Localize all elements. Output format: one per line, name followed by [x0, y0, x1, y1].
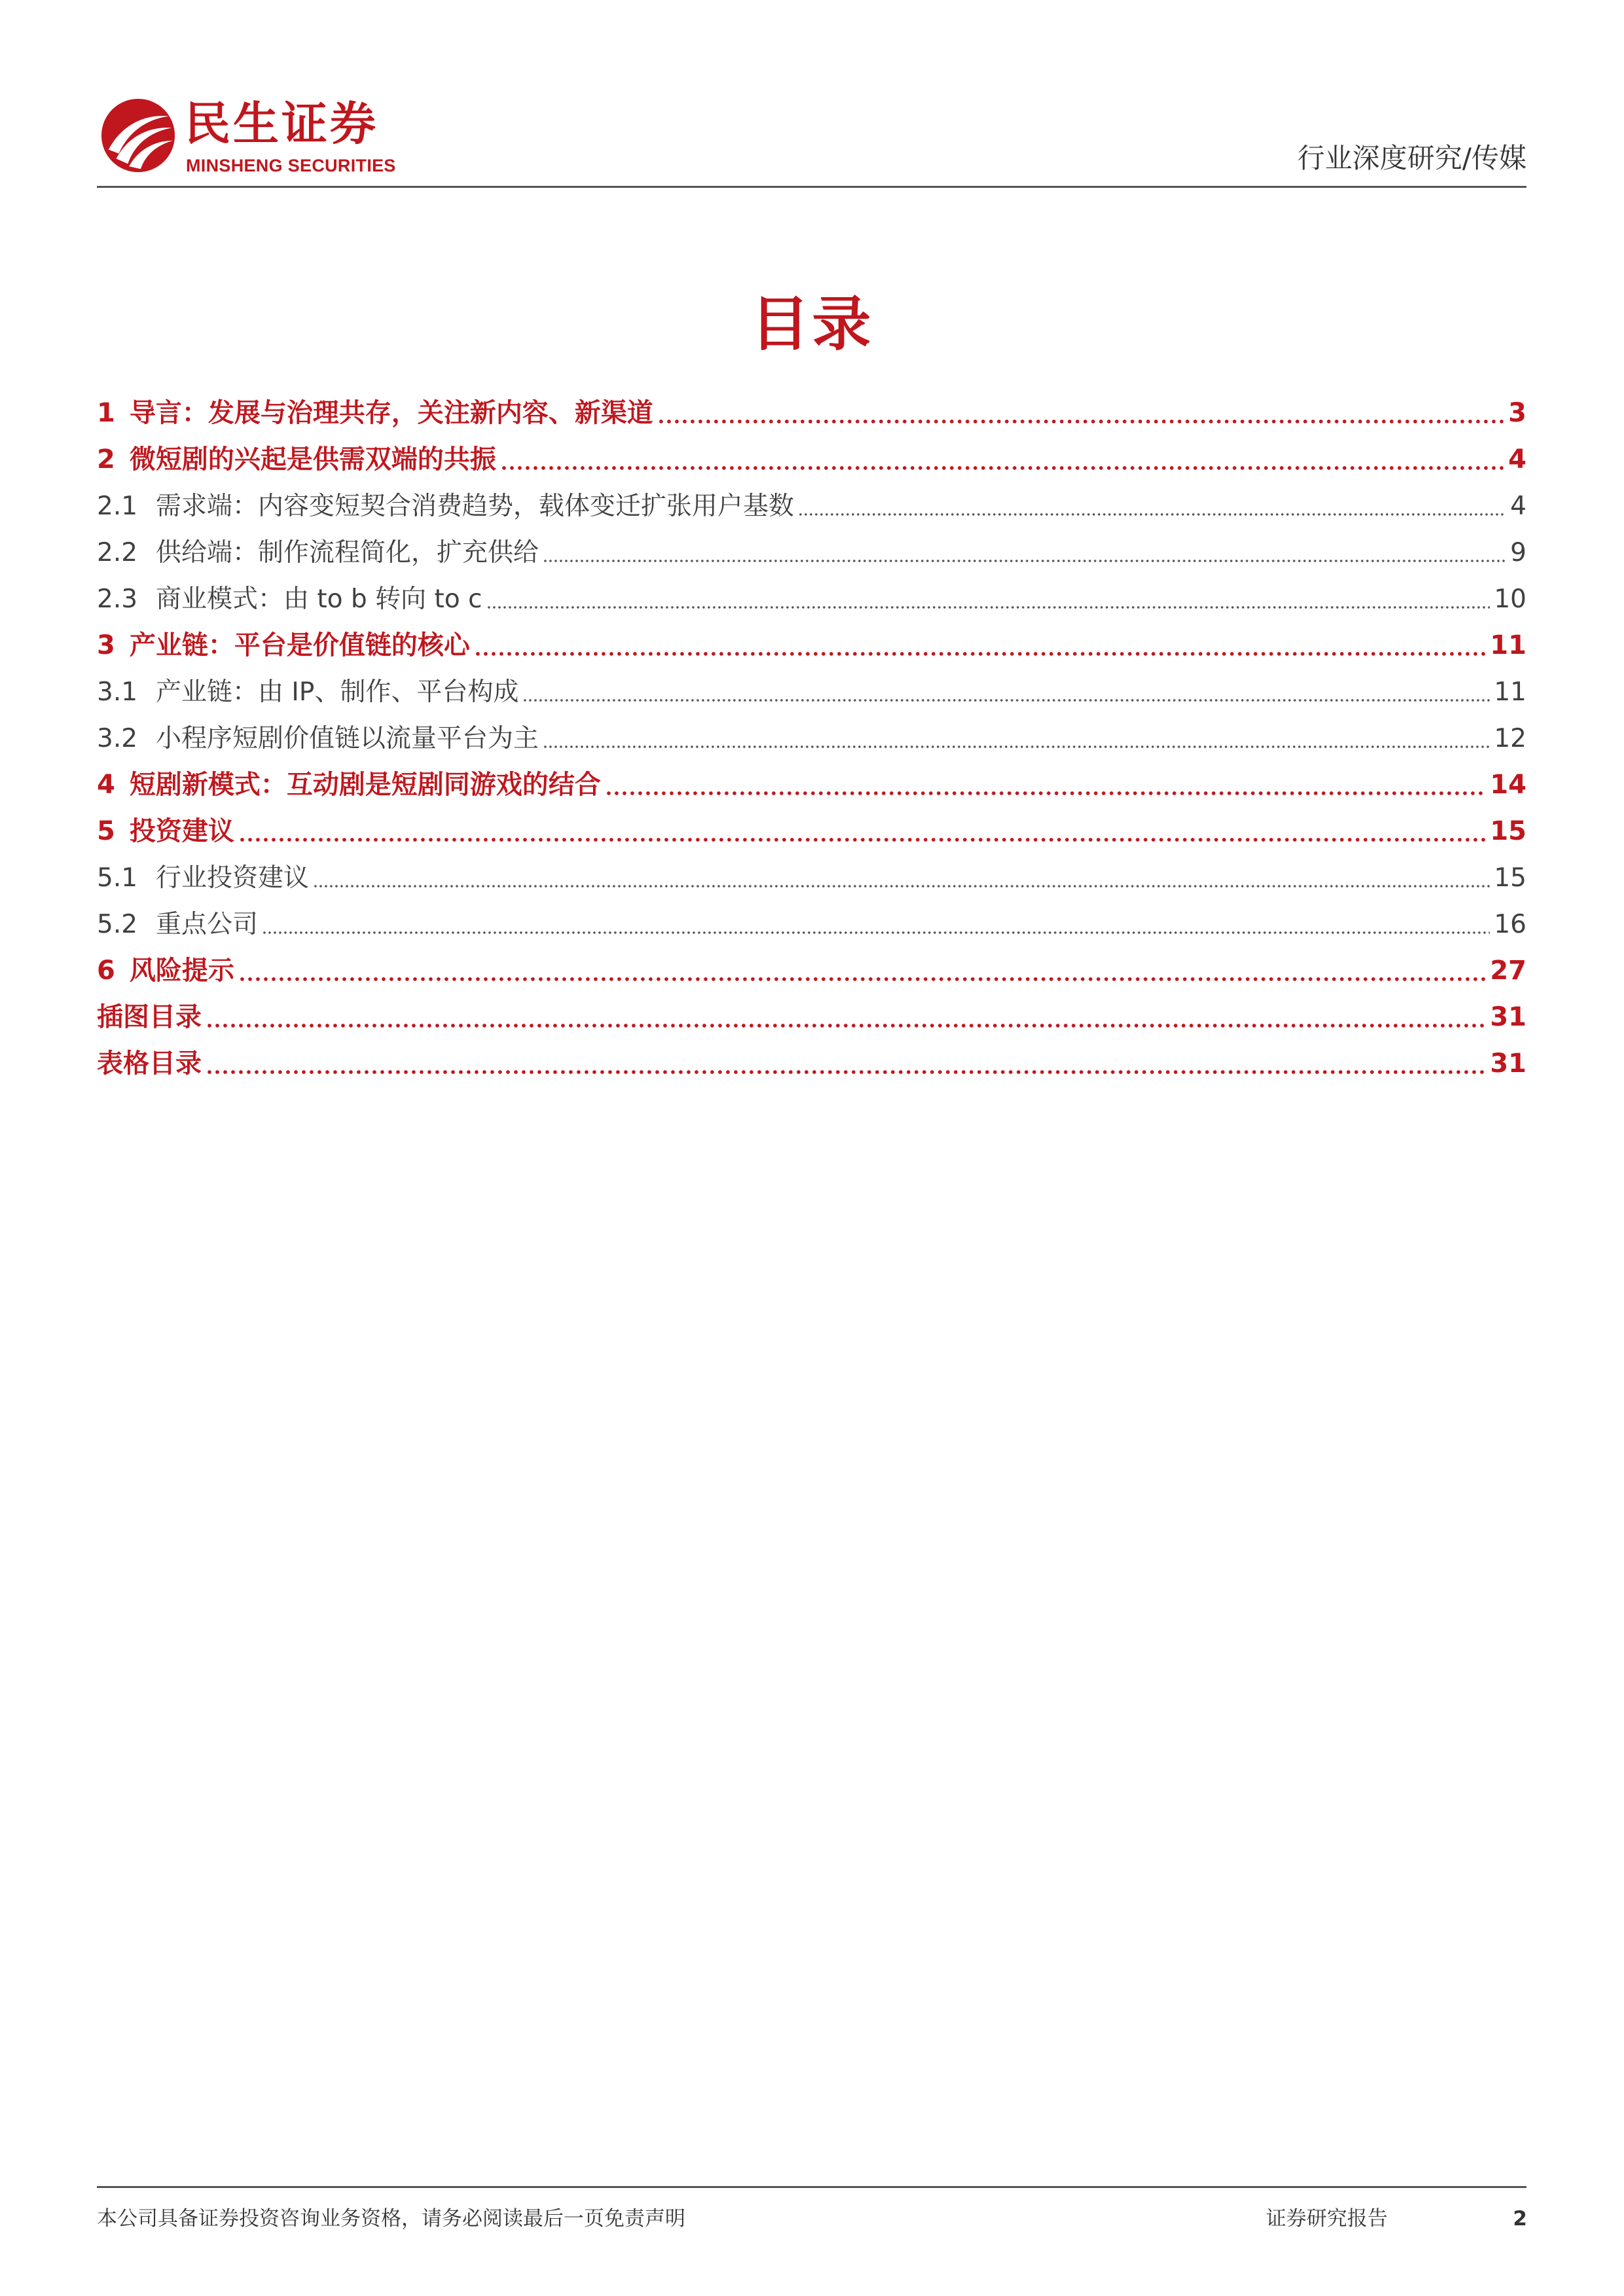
toc-entry-number: 6	[97, 956, 115, 986]
header-divider	[97, 186, 1526, 188]
toc-entry[interactable]	[97, 390, 1526, 437]
toc-entry-number: 2.2	[97, 538, 138, 567]
toc-entry[interactable]	[97, 948, 1526, 994]
toc-entry-number: 3.1	[97, 677, 138, 707]
toc-dot-leader	[500, 466, 1504, 470]
toc-entry-title: 表格目录	[97, 1049, 202, 1079]
toc-dot-leader	[522, 698, 1490, 702]
toc-entry[interactable]	[97, 529, 1526, 576]
logo-english-name: MINSHENG SECURITIES	[186, 156, 396, 175]
toc-entry-title: 小程序短剧价值链以流量平台为主	[156, 724, 539, 753]
toc-entry-number: 3.2	[97, 724, 138, 753]
footer-divider	[97, 2186, 1526, 2188]
toc-title: 目录	[750, 290, 874, 359]
toc-dot-leader	[486, 605, 1490, 609]
toc-entry-title: 产业链：由 IP、制作、平台构成	[156, 677, 519, 707]
toc-entry-title: 短剧新模式：互动剧是短剧同游戏的结合	[129, 770, 601, 800]
toc-entry-page: 9	[1510, 538, 1526, 567]
toc-dot-leader	[206, 1070, 1486, 1074]
footer-disclaimer: 本公司具备证券投资咨询业务资格，请务必阅读最后一页免责声明	[97, 2207, 685, 2231]
toc-entry-page: 31	[1490, 1049, 1526, 1079]
toc-entry-page: 11	[1494, 677, 1526, 707]
company-logo	[97, 92, 405, 183]
toc-entry-page: 15	[1490, 816, 1526, 846]
toc-dot-leader	[313, 884, 1490, 888]
toc-entry-title: 重点公司	[156, 910, 259, 939]
toc-entry-number: 2	[97, 444, 115, 475]
toc-entry-title: 插图目录	[97, 1002, 202, 1032]
toc-entry-title: 微短剧的兴起是供需双端的共振	[129, 444, 496, 475]
toc-entry-page: 12	[1494, 724, 1526, 753]
toc-entry[interactable]	[97, 437, 1526, 483]
toc-entry-page: 27	[1490, 956, 1526, 986]
toc-entry-page: 16	[1494, 910, 1526, 939]
toc-entry-page: 4	[1508, 444, 1526, 475]
toc-entry-title: 投资建议	[129, 816, 234, 846]
toc-dot-leader	[798, 512, 1506, 516]
toc-entry-page: 14	[1490, 770, 1526, 800]
toc-dot-leader	[474, 652, 1486, 656]
page-header	[97, 92, 1526, 188]
toc-entry-page: 15	[1494, 863, 1526, 893]
toc-entry-title: 产业链：平台是价值链的核心	[129, 630, 470, 660]
toc-entry-number: 2.1	[97, 492, 138, 521]
toc-entry[interactable]	[97, 1041, 1526, 1087]
toc-entry-page: 10	[1494, 584, 1526, 614]
toc-entry-page: 11	[1490, 630, 1526, 660]
toc-entry-title: 商业模式：由 to b 转向 to c	[156, 584, 482, 614]
toc-entry[interactable]	[97, 994, 1526, 1041]
toc-entry[interactable]	[97, 622, 1526, 669]
toc-entry-page: 3	[1508, 398, 1526, 428]
toc-entry-title: 风险提示	[129, 956, 234, 986]
toc-dot-leader	[657, 420, 1504, 423]
toc-dot-leader	[605, 791, 1486, 795]
toc-entry[interactable]	[97, 901, 1526, 948]
toc-entry-number: 5.1	[97, 863, 138, 893]
toc-dot-leader	[543, 559, 1506, 563]
toc-entry-page: 4	[1510, 492, 1526, 521]
footer-page-number: 2	[1513, 2207, 1527, 2231]
toc-entry-title: 行业投资建议	[156, 863, 310, 893]
table-of-contents	[97, 390, 1526, 1087]
toc-entry[interactable]	[97, 669, 1526, 715]
toc-entry[interactable]	[97, 483, 1526, 529]
toc-dot-leader	[262, 931, 1490, 935]
toc-entry-number: 2.3	[97, 584, 138, 614]
toc-dot-leader	[543, 745, 1490, 749]
report-category: 行业深度研究/传媒	[1297, 142, 1526, 174]
toc-entry[interactable]	[97, 762, 1526, 808]
toc-dot-leader	[238, 838, 1486, 842]
toc-entry[interactable]	[97, 808, 1526, 855]
toc-dot-leader	[238, 977, 1486, 981]
toc-entry-number: 5	[97, 816, 115, 846]
toc-entry-title: 需求端：内容变短契合消费趋势，载体变迁扩张用户基数	[156, 492, 795, 521]
toc-entry-number: 4	[97, 770, 115, 800]
toc-entry-title: 导言：发展与治理共存，关注新内容、新渠道	[129, 398, 653, 428]
toc-entry-number: 5.2	[97, 910, 138, 939]
logo-chinese-name: 民生证券	[185, 97, 378, 151]
toc-entry[interactable]	[97, 576, 1526, 622]
toc-entry-number: 1	[97, 398, 115, 428]
toc-entry[interactable]	[97, 855, 1526, 901]
toc-entry[interactable]	[97, 715, 1526, 762]
toc-dot-leader	[206, 1024, 1486, 1028]
toc-entry-page: 31	[1490, 1002, 1526, 1032]
toc-entry-title: 供给端：制作流程简化，扩充供给	[156, 538, 539, 567]
footer-report-type: 证券研究报告	[1266, 2207, 1388, 2231]
minsheng-logo-icon	[99, 97, 177, 174]
toc-entry-number: 3	[97, 630, 115, 660]
